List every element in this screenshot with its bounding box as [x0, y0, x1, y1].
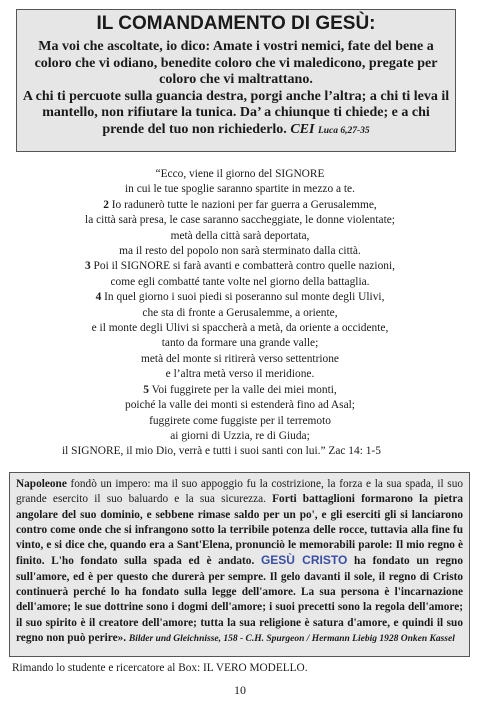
commandment-title: IL COMANDAMENTO DI GESÙ:	[96, 13, 376, 34]
napoleon-text-3: ha fondato un regno sull'amore, ed è per questo che durerà per sempre. Il gelo davanti il sole, il regno di Cristo continuerà perché lo ha fondato sulla legge dell'amore. La sua persona è l'incarnazione dell'amore; le sue dottrine sono i dogmi dell'amore; i suoi precetti sono la regola dell'amore; il suo spirito è il creatore dell'amore; tutta la sua religione è satura d'amore, e quindi il suo regno non può perire».	[16, 555, 463, 644]
verse-number: 2	[103, 198, 109, 211]
commandment-paragraph-2	[22, 89, 450, 140]
citation-label: CEI	[290, 121, 315, 137]
napoleon-box	[9, 472, 470, 657]
passage-line: tanto da formare una grande valle;	[161, 337, 319, 350]
passage-line: fuggirete come fuggiste per il terremoto	[149, 414, 331, 427]
passage-line: come egli combatté tante volte nel giorno della battaglia.	[110, 275, 370, 288]
napoleon-text-1: fondò un impero: ma il suo appoggio fu la costrizione, la forza e la sua spada, il suo grande esercito il suo baluardo e la sua sicurezza.	[16, 478, 463, 506]
citation-reference: Luca 6,27-35	[317, 125, 370, 136]
commandment-paragraph-2-text: A chi ti percuote sulla guancia destra, porgi anche l’altra; a chi ti leva il mantello, non rifiutare la tunica. Da’ a chiunque ti chiede; e a chi prende del tuo non richiederlo.	[22, 88, 450, 137]
gesu-cristo-label: GESÙ CRISTO	[260, 553, 348, 568]
passage-line: ma il resto del popolo non sarà sterminato dalla città.	[119, 245, 361, 258]
source-citation: Bilder und Gleichnisse, 158 - C.H. Spurgeon / Hermann Liebig 1928 Onken Kassel	[128, 633, 455, 644]
passage-line	[0, 290, 480, 305]
zechariah-passage	[0, 167, 480, 460]
verse-number: 5	[143, 383, 149, 396]
commandment-paragraph-1: Ma voi che ascoltate, io dico: Amate i vostri nemici, fate del bene a coloro che vi odiano, benedite coloro che vi maledicono, pregate per coloro che vi maltrattano.	[34, 39, 438, 87]
passage-line-text: Io radunerò tutte le nazioni per far guerra a Gerusalemme,	[108, 198, 377, 211]
passage-line	[0, 198, 480, 213]
passage-line: metà della città sarà deportata,	[170, 229, 310, 242]
passage-line: ai giorni di Uzzia, re di Giuda;	[170, 429, 310, 442]
verse-number: 3	[85, 260, 91, 273]
napoleon-name: Napoleone	[16, 478, 67, 490]
passage-line: e il monte degli Ulivi si spaccherà a metà, da oriente a occidente,	[91, 322, 389, 335]
passage-line: metà del monte si ritirerà verso settentrione	[140, 352, 339, 365]
passage-line-text: Poi il SIGNORE si farà avanti e combatterà contro quelle nazioni,	[90, 260, 395, 273]
passage-line: che sta di fronte a Gerusalemme, a oriente,	[142, 306, 338, 319]
page-number: 10	[234, 683, 246, 697]
passage-line-text: Voi fuggirete per la valle dei miei monti,	[148, 383, 337, 396]
napoleon-text-2: Forti battaglioni formarono la pietra angolare del suo dominio, e sebbene rimase saldo per un po', e gli eserciti gli si lanciarono contro come onde che si infrangono sotto la terribile potenza delle rocce, tuttavia alla fine fu vinto, e si dice che, quando era a Sant'Elena, pronunciò le memorabili parole: Il mio regno è finito. L'ho fondato sulla spada ed è andato.	[16, 493, 463, 568]
passage-line: la città sarà presa, le case saranno saccheggiate, le donne violentate;	[85, 214, 395, 227]
footer-note: Rimando lo studente e ricercatore al Box: IL VERO MODELLO.	[12, 662, 308, 674]
passage-line: e l’altra metà verso il meridione.	[165, 368, 315, 381]
passage-line: il SIGNORE, il mio Dio, verrà e tutti i suoi santi con lui.” Zac 14: 1-5	[62, 445, 381, 458]
passage-line	[0, 383, 480, 398]
passage-line: “Ecco, viene il giorno del SIGNORE	[155, 168, 325, 180]
verse-number: 4	[95, 291, 102, 304]
passage-line: poiché la valle dei monti si estenderà fino ad Asal;	[125, 399, 355, 412]
commandment-box	[16, 9, 456, 152]
passage-line	[0, 259, 480, 274]
passage-line: in cui le tue spoglie saranno spartite in mezzo a te.	[125, 183, 355, 196]
passage-line-text: In quel giorno i suoi piedi si poseranno sul monte degli Ulivi,	[101, 291, 385, 304]
